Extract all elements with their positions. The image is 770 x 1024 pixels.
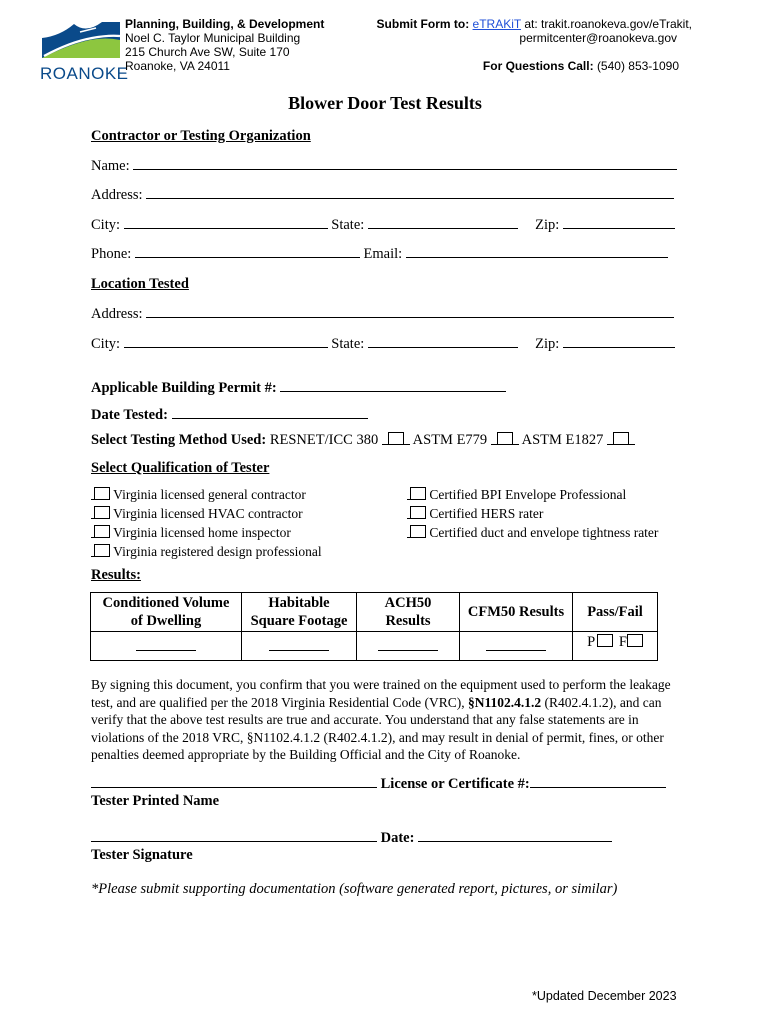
contractor-address-field[interactable] [146, 185, 674, 199]
location-zip-label: Zip: [535, 336, 560, 352]
contractor-phone-row [91, 244, 668, 263]
qual-hvac-checkbox[interactable] [94, 506, 110, 519]
qual-hers-label: Certified HERS rater [429, 506, 544, 521]
submit-line [377, 17, 692, 31]
qual-left-item [91, 542, 322, 561]
pass-checkbox[interactable] [597, 634, 613, 647]
license-row [91, 774, 666, 793]
fail-label: F [618, 634, 627, 650]
contractor-name-label: Name: [91, 158, 130, 174]
page-title: Blower Door Test Results [288, 93, 482, 113]
documentation-note: *Please submit supporting documentation (software generated report, pictures, or similar) [91, 881, 618, 897]
qual-bpi-label: Certified BPI Envelope Professional [429, 487, 627, 502]
submit-label: Submit Form to: [376, 17, 470, 31]
permit-label: Applicable Building Permit #: [91, 380, 277, 396]
method-label: Select Testing Method Used: [91, 432, 267, 448]
col-passfail-header: Pass/Fail [573, 593, 658, 632]
results-table [90, 592, 658, 661]
signature-date-label: Date: [380, 830, 415, 846]
contractor-state-field[interactable] [368, 215, 518, 229]
location-city-field[interactable] [124, 334, 328, 348]
fail-checkbox[interactable] [627, 634, 643, 647]
qual-bpi-checkbox[interactable] [410, 487, 426, 500]
results-header-row [91, 593, 658, 632]
location-address-row [91, 304, 674, 323]
col-footage-header: Habitable Square Footage [242, 593, 357, 632]
qualification-right-list [407, 485, 658, 542]
method-e1827-label: ASTM E1827 [521, 432, 604, 448]
contractor-zip-label: Zip: [535, 217, 560, 233]
results-value-row [91, 632, 658, 661]
qualification-heading: Select Qualification of Tester [91, 460, 270, 476]
contractor-email-label: Email: [363, 246, 403, 262]
location-heading: Location Tested [91, 276, 189, 292]
printed-name-field[interactable] [91, 774, 377, 788]
results-heading: Results: [91, 567, 141, 583]
contractor-name-row [91, 156, 677, 175]
etrakit-link[interactable]: eTRAKiT [472, 17, 522, 31]
qual-left-item [91, 504, 322, 523]
date-tested-row [91, 405, 368, 424]
contractor-address-label: Address: [91, 187, 143, 203]
date-tested-field[interactable] [172, 405, 368, 419]
questions-label: For Questions Call: [482, 59, 594, 73]
contractor-heading: Contractor or Testing Organization [91, 128, 311, 144]
contractor-name-field[interactable] [133, 156, 677, 170]
ach50-cell[interactable] [357, 632, 460, 661]
certification-statement: By signing this document, you confirm that you were trained on the equipment used to perform the leakage test, and are qualified per the 2018 Virginia Residential Code (VRC), §N1102.4.1.2 (R402.4.1.2), and can verify that the above test results are true and accurate. You understand that any false statements are in violations of the 2018 VRC, §N1102.4.1.2 (R402.4.1.2), and may result in denial of permit, fines, or other penalties deemed appropriate by the Building Official and the City of Roanoke. [91, 677, 671, 762]
location-city-row [91, 334, 675, 353]
license-field[interactable] [530, 774, 666, 788]
footage-cell[interactable] [242, 632, 357, 661]
location-state-field[interactable] [368, 334, 518, 348]
signature-label: Tester Signature [91, 847, 193, 863]
qual-design-label: Virginia registered design professional [113, 544, 322, 559]
contractor-email-field[interactable] [406, 244, 668, 258]
method-e779-checkbox[interactable] [497, 432, 513, 445]
date-tested-label: Date Tested: [91, 407, 168, 423]
org-name: Planning, Building, & Development [125, 17, 325, 31]
location-address-label: Address: [91, 306, 143, 322]
submit-email: permitcenter@roanokeva.gov [519, 31, 677, 45]
signature-date-field[interactable] [418, 828, 612, 842]
qual-right-item [407, 504, 658, 523]
method-resnet-checkbox[interactable] [388, 432, 404, 445]
date-row [91, 828, 612, 847]
qual-inspector-checkbox[interactable] [94, 525, 110, 538]
signature-field[interactable] [91, 828, 377, 842]
method-e1827-checkbox[interactable] [613, 432, 629, 445]
pass-label: P [587, 634, 596, 650]
method-row [91, 431, 635, 449]
cfm50-cell[interactable] [460, 632, 573, 661]
questions-phone: (540) 853-1090 [596, 59, 679, 73]
qual-hers-checkbox[interactable] [410, 506, 426, 519]
qual-left-item [91, 485, 322, 504]
roanoke-logo [40, 18, 129, 83]
qual-hvac-label: Virginia licensed HVAC contractor [113, 506, 303, 521]
printed-name-label: Tester Printed Name [91, 793, 220, 809]
org-street: 215 Church Ave SW, Suite 170 [125, 45, 290, 59]
volume-cell[interactable] [91, 632, 242, 661]
qual-duct-checkbox[interactable] [410, 525, 426, 538]
updated-footer: *Updated December 2023 [532, 989, 677, 1003]
passfail-cell [573, 632, 658, 661]
qual-inspector-label: Virginia licensed home inspector [113, 525, 291, 540]
contractor-city-row [91, 215, 675, 234]
contractor-city-label: City: [91, 217, 121, 233]
location-city-label: City: [91, 336, 121, 352]
contractor-zip-field[interactable] [563, 215, 675, 229]
questions-line [483, 59, 679, 73]
org-city: Roanoke, VA 24011 [125, 59, 230, 73]
qual-gc-label: Virginia licensed general contractor [113, 487, 306, 502]
qual-right-item [407, 485, 658, 504]
contractor-phone-field[interactable] [135, 244, 360, 258]
location-address-field[interactable] [146, 304, 674, 318]
col-cfm50-header: CFM50 Results [460, 593, 573, 632]
logo-text: ROANOKE [40, 64, 129, 83]
license-label: License or Certificate #: [380, 776, 530, 792]
method-e779-label: ASTM E779 [412, 432, 488, 448]
col-ach50-header: ACH50 Results [357, 593, 460, 632]
contractor-state-label: State: [331, 217, 365, 233]
org-building: Noel C. Taylor Municipal Building [125, 31, 301, 45]
qual-right-item [407, 523, 658, 542]
qual-gc-checkbox[interactable] [94, 487, 110, 500]
qual-left-item [91, 523, 322, 542]
contractor-phone-label: Phone: [91, 246, 132, 262]
qual-design-checkbox[interactable] [94, 544, 110, 557]
qual-duct-label: Certified duct and envelope tightness rater [429, 525, 659, 540]
contractor-address-row [91, 185, 674, 204]
location-zip-field[interactable] [563, 334, 675, 348]
permit-field[interactable] [280, 378, 506, 392]
contractor-city-field[interactable] [124, 215, 328, 229]
location-state-label: State: [331, 336, 365, 352]
permit-row [91, 378, 506, 397]
roanoke-logo-mark [40, 18, 122, 60]
method-resnet-label: RESNET/ICC 380 [269, 432, 379, 448]
submit-url: at: trakit.roanokeva.gov/eTrakit, [524, 17, 692, 31]
qualification-left-list [91, 485, 322, 561]
col-volume-header: Conditioned Volume of Dwelling [91, 593, 242, 632]
